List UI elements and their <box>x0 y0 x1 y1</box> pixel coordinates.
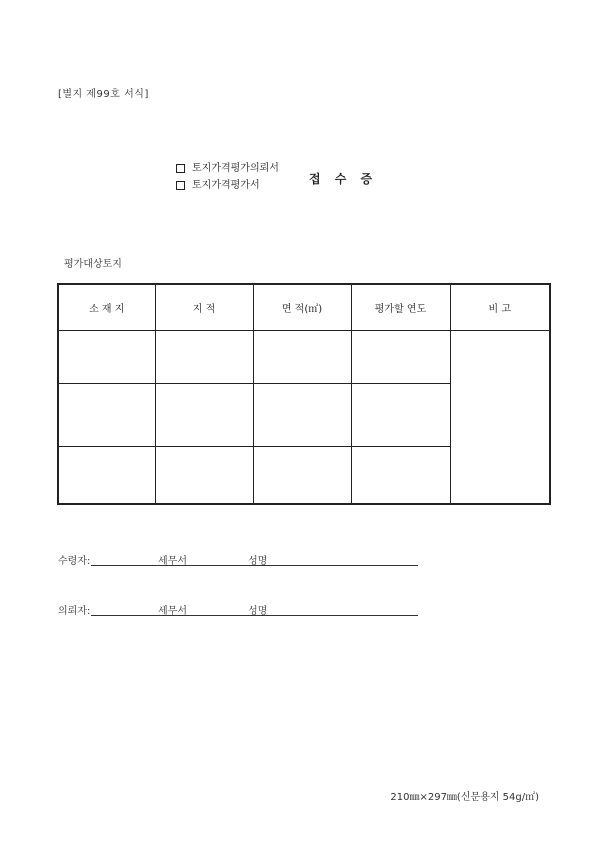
document-type-options <box>176 160 279 194</box>
table-cell[interactable] <box>351 331 450 384</box>
table-row <box>58 331 550 384</box>
table-cell[interactable] <box>253 447 351 505</box>
land-table <box>57 283 551 505</box>
table-header-row <box>58 284 550 331</box>
table-cell[interactable] <box>155 384 253 447</box>
table-cell[interactable] <box>155 331 253 384</box>
table-cell[interactable] <box>58 384 155 447</box>
table-cell[interactable] <box>351 447 450 505</box>
table-cell[interactable] <box>253 384 351 447</box>
checkbox[interactable] <box>176 164 185 173</box>
paper-spec: 210㎜×297㎜(신문용지 54g/㎡) <box>390 792 539 803</box>
header-remarks: 비 고 <box>450 284 550 331</box>
table-cell[interactable] <box>58 447 155 505</box>
tax-office-label: 세무서 <box>158 556 187 567</box>
name-label: 성명 <box>248 606 268 617</box>
name-label: 성명 <box>248 556 268 567</box>
document-title: 접 수 증 <box>309 172 378 186</box>
section-label: 평가대상토지 <box>64 259 122 270</box>
header-area: 면 적(㎡) <box>253 284 351 331</box>
requester-label: 의뢰자: <box>58 606 91 617</box>
tax-office-label: 세무서 <box>158 606 187 617</box>
requester-signature-line[interactable] <box>58 602 418 616</box>
table-cell[interactable] <box>155 447 253 505</box>
header-lot: 지 적 <box>155 284 253 331</box>
remarks-cell[interactable] <box>450 331 550 505</box>
option-appraisal-report[interactable] <box>176 177 279 194</box>
receiver-signature-line[interactable] <box>58 552 418 566</box>
option-label: 토지가격평가서 <box>192 180 260 191</box>
header-location: 소 재 지 <box>58 284 155 331</box>
option-appraisal-request[interactable] <box>176 160 279 177</box>
form-number-label: [별지 제99호 서식] <box>58 89 149 100</box>
table-cell[interactable] <box>253 331 351 384</box>
option-label: 토지가격평가의뢰서 <box>192 163 279 174</box>
table-cell[interactable] <box>351 384 450 447</box>
header-year: 평가할 연도 <box>351 284 450 331</box>
table-cell[interactable] <box>58 331 155 384</box>
checkbox[interactable] <box>176 181 185 190</box>
receiver-label: 수령자: <box>58 556 91 567</box>
